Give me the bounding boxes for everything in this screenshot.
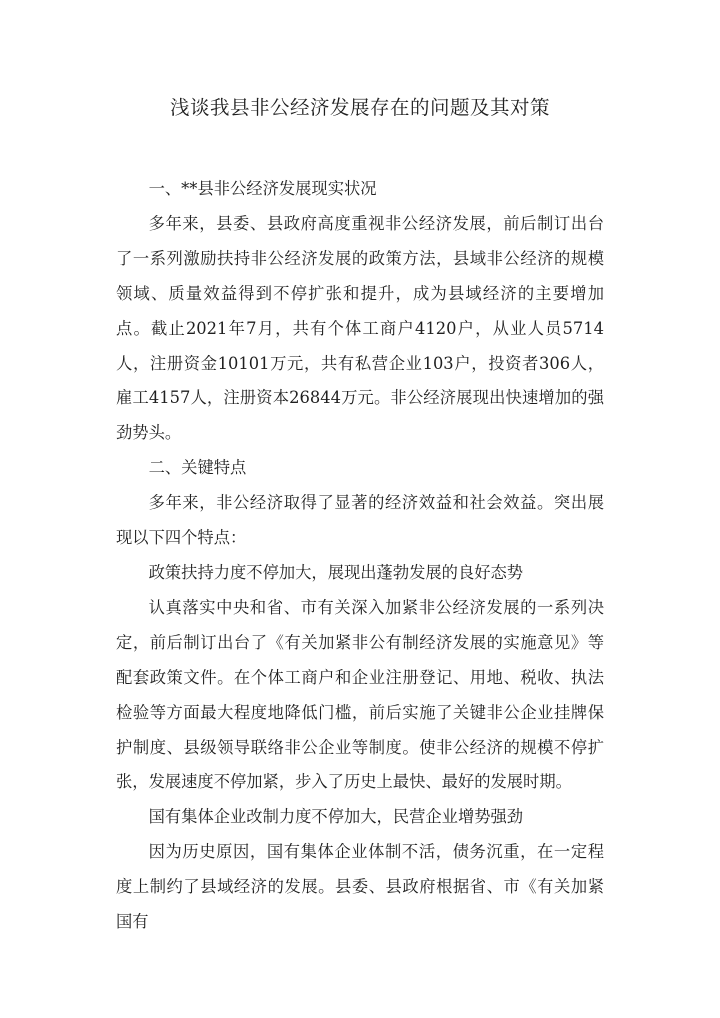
subheading-policy-support: 政策扶持力度不停加大，展现出蓬勃发展的良好态势	[148, 562, 524, 582]
document-body	[116, 172, 604, 940]
paragraph-policy-support: 认真落实中央和省、市有关深入加紧非公经济发展的一系列决定，前后制订出台了《有关加紧非公有制经济发展的实施意见》等配套政策文件。在个体工商户和企业注册登记、用地、税收、执法检验等方面最大程度地降低门槛，前后实施了关键非公企业挂牌保护制度、县级领导联络非公企业等制度。使非公经济的规模不停扩张，发展速度不停加紧，步入了历史上最快、最好的发展时期。	[116, 597, 604, 792]
paragraph-features-intro: 多年来，非公经济取得了显著的经济效益和社会效益。突出展现以下四个特点：	[116, 493, 604, 548]
section-heading-1: 一、**县非公经济发展现实状况	[148, 179, 377, 198]
section-heading-2: 二、关键特点	[148, 458, 247, 478]
paragraph-enterprise-reform: 因为历史原因，国有集体企业体制不活，债务沉重，在一定程度上制约了县域经济的发展。县委、县政府根据省、市《有关加紧国有	[116, 842, 604, 932]
subheading-enterprise-reform: 国有集体企业改制力度不停加大，民营企业增势强劲	[148, 807, 524, 827]
document-title: 浅谈我县非公经济发展存在的问题及其对策	[169, 96, 550, 119]
paragraph-overview: 多年来，县委、县政府高度重视非公经济发展，前后制订出台了一系列激励扶持非公经济发展的政策方法，县域非公经济的规模领域、质量效益得到不停扩张和提升，成为县域经济的主要增加点。截止2021年7月，共有个体工商户4120户，从业人员5714人，注册资金10101万元，共有私营企业103户，投资者306人，雇工4157人，注册资本26844万元。非公经济展现出快速增加的强劲势头。	[116, 213, 604, 443]
